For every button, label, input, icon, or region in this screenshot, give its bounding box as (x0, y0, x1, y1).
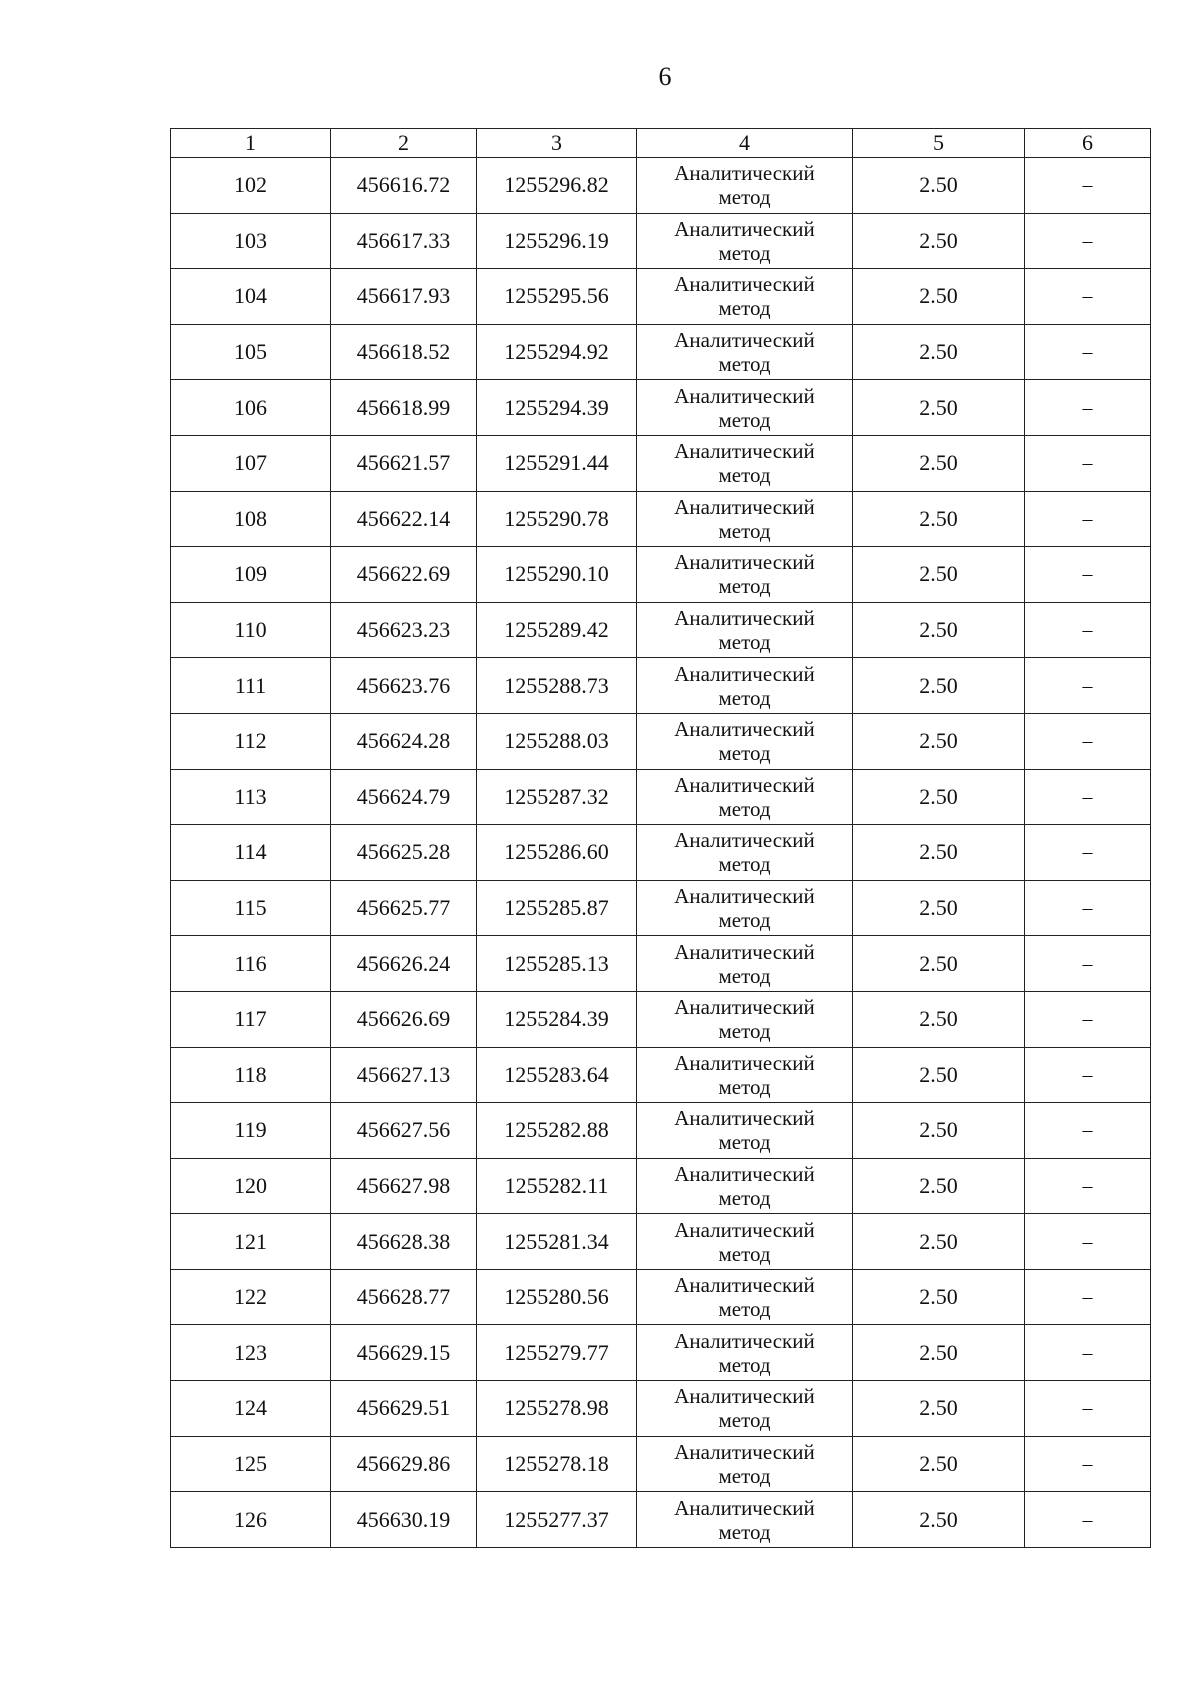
x-coordinate-cell: 456617.33 (331, 213, 477, 269)
y-coordinate-cell: 1255281.34 (477, 1214, 637, 1270)
method-cell (637, 936, 853, 992)
table-row (171, 1325, 1151, 1381)
note-cell: – (1025, 1047, 1151, 1103)
method-cell (637, 491, 853, 547)
method-cell (637, 1492, 853, 1548)
method-cell (637, 1269, 853, 1325)
y-coordinate-cell: 1255295.56 (477, 269, 637, 325)
method-line-1: Аналитический (674, 328, 815, 353)
column-header-1: 1 (171, 129, 331, 158)
x-coordinate-cell: 456627.56 (331, 1103, 477, 1159)
method-line-1: Аналитический (674, 884, 815, 909)
note-cell: – (1025, 1381, 1151, 1437)
note-cell: – (1025, 547, 1151, 603)
method-line-2: метод (718, 574, 771, 599)
method-line-2: метод (718, 1463, 771, 1488)
point-number-cell: 105 (171, 324, 331, 380)
table-row (171, 936, 1151, 992)
method-line-1: Аналитический (674, 1495, 815, 1520)
point-number-cell: 126 (171, 1492, 331, 1548)
method-cell (637, 1158, 853, 1214)
method-line-2: метод (718, 963, 771, 988)
method-line-1: Аналитический (674, 1328, 815, 1353)
accuracy-cell: 2.50 (853, 825, 1025, 881)
point-number-cell: 119 (171, 1103, 331, 1159)
method-line-2: метод (718, 908, 771, 933)
note-cell: – (1025, 602, 1151, 658)
method-line-1: Аналитический (674, 606, 815, 631)
table-header-row (171, 129, 1151, 158)
method-line-2: метод (718, 240, 771, 265)
point-number-cell: 104 (171, 269, 331, 325)
y-coordinate-cell: 1255289.42 (477, 602, 637, 658)
method-line-2: метод (718, 518, 771, 543)
accuracy-cell: 2.50 (853, 324, 1025, 380)
method-cell (637, 713, 853, 769)
method-line-2: метод (718, 1185, 771, 1210)
point-number-cell: 124 (171, 1381, 331, 1437)
table-body (171, 158, 1151, 1548)
accuracy-cell: 2.50 (853, 880, 1025, 936)
accuracy-cell: 2.50 (853, 1325, 1025, 1381)
page-number: 6 (658, 62, 672, 91)
accuracy-cell: 2.50 (853, 158, 1025, 214)
note-cell: – (1025, 880, 1151, 936)
coordinates-table (170, 128, 1151, 1548)
x-coordinate-cell: 456621.57 (331, 435, 477, 491)
accuracy-cell: 2.50 (853, 1103, 1025, 1159)
method-cell (637, 658, 853, 714)
x-coordinate-cell: 456626.69 (331, 991, 477, 1047)
method-cell (637, 1214, 853, 1270)
method-line-1: Аналитический (674, 550, 815, 575)
x-coordinate-cell: 456616.72 (331, 158, 477, 214)
x-coordinate-cell: 456623.23 (331, 602, 477, 658)
method-line-2: метод (718, 852, 771, 877)
table-row (171, 491, 1151, 547)
accuracy-cell: 2.50 (853, 713, 1025, 769)
method-line-2: метод (718, 741, 771, 766)
table-row (171, 1269, 1151, 1325)
table-row (171, 380, 1151, 436)
table-row (171, 602, 1151, 658)
point-number-cell: 116 (171, 936, 331, 992)
y-coordinate-cell: 1255277.37 (477, 1492, 637, 1548)
method-cell (637, 825, 853, 881)
table-row (171, 769, 1151, 825)
table-row (171, 1103, 1151, 1159)
accuracy-cell: 2.50 (853, 491, 1025, 547)
y-coordinate-cell: 1255280.56 (477, 1269, 637, 1325)
x-coordinate-cell: 456629.15 (331, 1325, 477, 1381)
method-line-1: Аналитический (674, 1384, 815, 1409)
column-header-5: 5 (853, 129, 1025, 158)
method-cell (637, 324, 853, 380)
y-coordinate-cell: 1255294.39 (477, 380, 637, 436)
method-cell (637, 435, 853, 491)
point-number-cell: 106 (171, 380, 331, 436)
accuracy-cell: 2.50 (853, 1214, 1025, 1270)
accuracy-cell: 2.50 (853, 269, 1025, 325)
method-line-1: Аналитический (674, 717, 815, 742)
point-number-cell: 122 (171, 1269, 331, 1325)
method-cell (637, 547, 853, 603)
method-line-2: метод (718, 407, 771, 432)
y-coordinate-cell: 1255291.44 (477, 435, 637, 491)
column-header-2: 2 (331, 129, 477, 158)
point-number-cell: 114 (171, 825, 331, 881)
point-number-cell: 121 (171, 1214, 331, 1270)
note-cell: – (1025, 713, 1151, 769)
table-row (171, 713, 1151, 769)
method-cell (637, 158, 853, 214)
note-cell: – (1025, 324, 1151, 380)
method-line-1: Аналитический (674, 383, 815, 408)
method-line-1: Аналитический (674, 1106, 815, 1131)
note-cell: – (1025, 158, 1151, 214)
method-line-2: метод (718, 1019, 771, 1044)
method-line-1: Аналитический (674, 216, 815, 241)
table-row (171, 158, 1151, 214)
method-line-1: Аналитический (674, 272, 815, 297)
column-header-6: 6 (1025, 129, 1151, 158)
accuracy-cell: 2.50 (853, 602, 1025, 658)
accuracy-cell: 2.50 (853, 991, 1025, 1047)
point-number-cell: 110 (171, 602, 331, 658)
y-coordinate-cell: 1255290.78 (477, 491, 637, 547)
note-cell: – (1025, 1325, 1151, 1381)
method-cell (637, 1047, 853, 1103)
method-cell (637, 1325, 853, 1381)
note-cell: – (1025, 1158, 1151, 1214)
note-cell: – (1025, 491, 1151, 547)
y-coordinate-cell: 1255282.88 (477, 1103, 637, 1159)
method-line-2: метод (718, 1519, 771, 1544)
accuracy-cell: 2.50 (853, 1436, 1025, 1492)
accuracy-cell: 2.50 (853, 1269, 1025, 1325)
point-number-cell: 102 (171, 158, 331, 214)
x-coordinate-cell: 456624.28 (331, 713, 477, 769)
y-coordinate-cell: 1255284.39 (477, 991, 637, 1047)
x-coordinate-cell: 456629.86 (331, 1436, 477, 1492)
note-cell: – (1025, 658, 1151, 714)
table-row (171, 658, 1151, 714)
y-coordinate-cell: 1255285.13 (477, 936, 637, 992)
table-row (171, 1158, 1151, 1214)
y-coordinate-cell: 1255278.18 (477, 1436, 637, 1492)
table-row (171, 269, 1151, 325)
point-number-cell: 125 (171, 1436, 331, 1492)
x-coordinate-cell: 456627.98 (331, 1158, 477, 1214)
method-line-1: Аналитический (674, 161, 815, 186)
x-coordinate-cell: 456630.19 (331, 1492, 477, 1548)
accuracy-cell: 2.50 (853, 213, 1025, 269)
accuracy-cell: 2.50 (853, 658, 1025, 714)
y-coordinate-cell: 1255296.82 (477, 158, 637, 214)
table-row (171, 1047, 1151, 1103)
table-row (171, 1214, 1151, 1270)
x-coordinate-cell: 456618.52 (331, 324, 477, 380)
point-number-cell: 120 (171, 1158, 331, 1214)
column-header-3: 3 (477, 129, 637, 158)
method-line-1: Аналитический (674, 1161, 815, 1186)
method-cell (637, 213, 853, 269)
table-row (171, 880, 1151, 936)
point-number-cell: 118 (171, 1047, 331, 1103)
y-coordinate-cell: 1255286.60 (477, 825, 637, 881)
table-row (171, 825, 1151, 881)
point-number-cell: 108 (171, 491, 331, 547)
table-row (171, 547, 1151, 603)
note-cell: – (1025, 269, 1151, 325)
x-coordinate-cell: 456628.77 (331, 1269, 477, 1325)
method-cell (637, 1436, 853, 1492)
accuracy-cell: 2.50 (853, 1158, 1025, 1214)
column-header-4: 4 (637, 129, 853, 158)
method-cell (637, 991, 853, 1047)
table-row (171, 435, 1151, 491)
x-coordinate-cell: 456627.13 (331, 1047, 477, 1103)
table-row (171, 1381, 1151, 1437)
y-coordinate-cell: 1255296.19 (477, 213, 637, 269)
point-number-cell: 117 (171, 991, 331, 1047)
table-row (171, 324, 1151, 380)
method-line-2: метод (718, 796, 771, 821)
accuracy-cell: 2.50 (853, 435, 1025, 491)
note-cell: – (1025, 1269, 1151, 1325)
point-number-cell: 115 (171, 880, 331, 936)
method-line-1: Аналитический (674, 939, 815, 964)
point-number-cell: 107 (171, 435, 331, 491)
method-cell (637, 602, 853, 658)
accuracy-cell: 2.50 (853, 1492, 1025, 1548)
point-number-cell: 123 (171, 1325, 331, 1381)
method-line-1: Аналитический (674, 828, 815, 853)
accuracy-cell: 2.50 (853, 1381, 1025, 1437)
y-coordinate-cell: 1255290.10 (477, 547, 637, 603)
method-line-1: Аналитический (674, 995, 815, 1020)
note-cell: – (1025, 825, 1151, 881)
note-cell: – (1025, 1492, 1151, 1548)
method-line-2: метод (718, 1074, 771, 1099)
method-cell (637, 1381, 853, 1437)
accuracy-cell: 2.50 (853, 1047, 1025, 1103)
accuracy-cell: 2.50 (853, 380, 1025, 436)
method-cell (637, 1103, 853, 1159)
note-cell: – (1025, 1103, 1151, 1159)
point-number-cell: 113 (171, 769, 331, 825)
method-line-2: метод (718, 1130, 771, 1155)
method-line-1: Аналитический (674, 439, 815, 464)
method-line-1: Аналитический (674, 661, 815, 686)
method-line-1: Аналитический (674, 1273, 815, 1298)
y-coordinate-cell: 1255285.87 (477, 880, 637, 936)
method-cell (637, 880, 853, 936)
y-coordinate-cell: 1255279.77 (477, 1325, 637, 1381)
x-coordinate-cell: 456617.93 (331, 269, 477, 325)
table-row (171, 1436, 1151, 1492)
x-coordinate-cell: 456622.69 (331, 547, 477, 603)
method-line-2: метод (718, 296, 771, 321)
method-line-2: метод (718, 463, 771, 488)
y-coordinate-cell: 1255282.11 (477, 1158, 637, 1214)
method-line-2: метод (718, 685, 771, 710)
x-coordinate-cell: 456629.51 (331, 1381, 477, 1437)
accuracy-cell: 2.50 (853, 769, 1025, 825)
x-coordinate-cell: 456618.99 (331, 380, 477, 436)
method-line-1: Аналитический (674, 494, 815, 519)
x-coordinate-cell: 456628.38 (331, 1214, 477, 1270)
y-coordinate-cell: 1255288.73 (477, 658, 637, 714)
accuracy-cell: 2.50 (853, 936, 1025, 992)
note-cell: – (1025, 213, 1151, 269)
note-cell: – (1025, 435, 1151, 491)
method-line-2: метод (718, 1297, 771, 1322)
y-coordinate-cell: 1255288.03 (477, 713, 637, 769)
y-coordinate-cell: 1255278.98 (477, 1381, 637, 1437)
point-number-cell: 111 (171, 658, 331, 714)
x-coordinate-cell: 456626.24 (331, 936, 477, 992)
method-line-1: Аналитический (674, 772, 815, 797)
point-number-cell: 103 (171, 213, 331, 269)
method-line-1: Аналитический (674, 1050, 815, 1075)
note-cell: – (1025, 991, 1151, 1047)
method-line-2: метод (718, 352, 771, 377)
method-line-2: метод (718, 185, 771, 210)
table-row (171, 991, 1151, 1047)
x-coordinate-cell: 456625.28 (331, 825, 477, 881)
x-coordinate-cell: 456624.79 (331, 769, 477, 825)
method-cell (637, 269, 853, 325)
method-line-2: метод (718, 1241, 771, 1266)
table-row (171, 1492, 1151, 1548)
method-line-1: Аналитический (674, 1217, 815, 1242)
y-coordinate-cell: 1255294.92 (477, 324, 637, 380)
method-line-2: метод (718, 1408, 771, 1433)
x-coordinate-cell: 456625.77 (331, 880, 477, 936)
x-coordinate-cell: 456622.14 (331, 491, 477, 547)
x-coordinate-cell: 456623.76 (331, 658, 477, 714)
note-cell: – (1025, 1436, 1151, 1492)
point-number-cell: 112 (171, 713, 331, 769)
note-cell: – (1025, 1214, 1151, 1270)
y-coordinate-cell: 1255287.32 (477, 769, 637, 825)
method-line-2: метод (718, 1352, 771, 1377)
note-cell: – (1025, 769, 1151, 825)
table-row (171, 213, 1151, 269)
method-cell (637, 380, 853, 436)
method-line-2: метод (718, 630, 771, 655)
note-cell: – (1025, 380, 1151, 436)
method-line-1: Аналитический (674, 1439, 815, 1464)
method-cell (637, 769, 853, 825)
point-number-cell: 109 (171, 547, 331, 603)
note-cell: – (1025, 936, 1151, 992)
accuracy-cell: 2.50 (853, 547, 1025, 603)
y-coordinate-cell: 1255283.64 (477, 1047, 637, 1103)
